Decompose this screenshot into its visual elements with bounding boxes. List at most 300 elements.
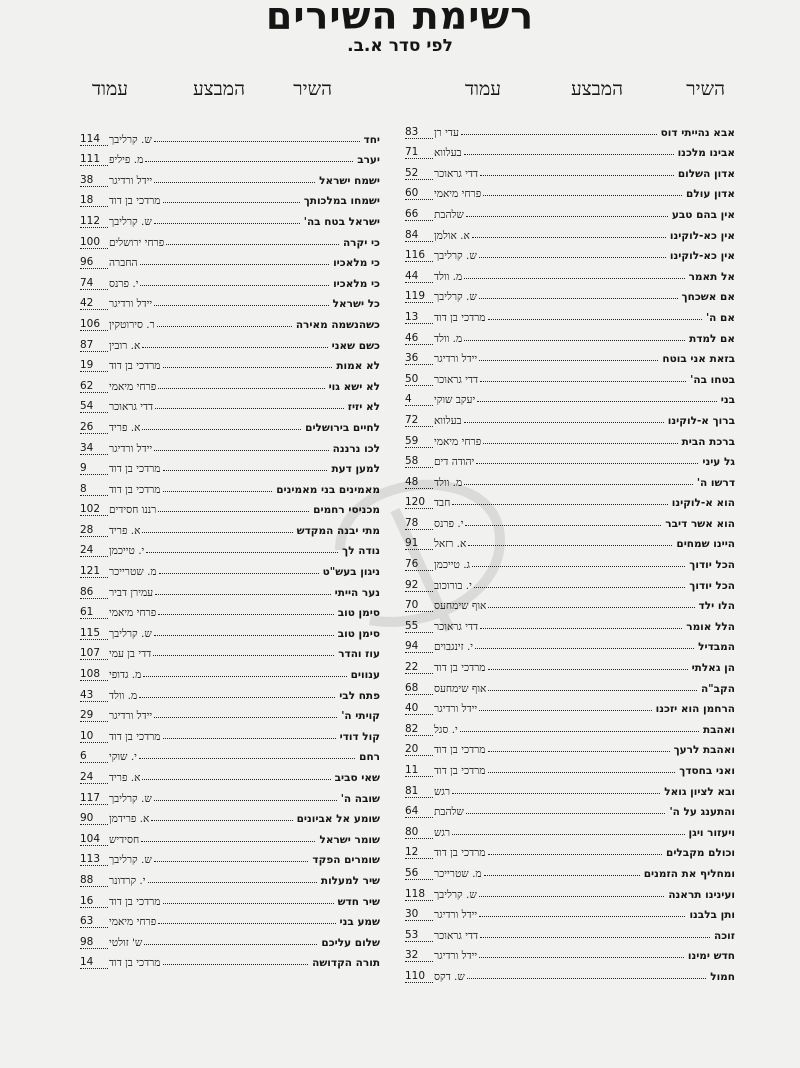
song-page-number: 19 (80, 359, 108, 372)
song-title: עוז והדר (338, 648, 380, 661)
song-row (405, 695, 735, 716)
song-title: ברכת הבית (681, 435, 735, 448)
song-page-number: 52 (405, 167, 433, 180)
song-performer: ש. קרליבך (434, 888, 477, 901)
song-title: אל תאמר (688, 270, 735, 283)
song-row (405, 592, 735, 613)
dot-leader (488, 319, 702, 320)
song-title: זוכה (714, 929, 735, 942)
dot-leader (154, 223, 300, 224)
song-page-number: 88 (80, 874, 108, 887)
song-title: הקב"ה (700, 682, 735, 695)
song-page-number: 56 (405, 867, 433, 880)
song-performer: י. סגל (434, 723, 458, 736)
song-row (405, 159, 735, 180)
song-page-number: 111 (80, 153, 108, 166)
song-row (80, 743, 380, 764)
song-page-number: 48 (405, 476, 433, 489)
song-performer: יידל ורדיגר (109, 298, 153, 311)
song-performer: דדי גראוכר (434, 620, 479, 633)
song-row (405, 221, 735, 242)
song-row (405, 901, 735, 922)
song-performer: עדי רן (434, 126, 459, 139)
song-row (405, 653, 735, 674)
song-row (405, 283, 735, 304)
column-header (80, 72, 380, 110)
dot-leader (480, 937, 710, 938)
dot-leader (158, 388, 324, 389)
song-page-number: 96 (80, 256, 108, 269)
dot-leader (155, 594, 330, 595)
song-performer: רגש (434, 785, 451, 798)
song-title: ישמח ישראל (319, 174, 380, 187)
song-row (405, 880, 735, 901)
song-performer: א. רובין (109, 339, 141, 352)
song-performer: י. פרנס (109, 277, 139, 290)
song-page-number: 29 (80, 709, 108, 722)
song-title: אדון עולם (686, 188, 735, 201)
song-page-number: 38 (80, 174, 108, 187)
song-performer: שלהבת (434, 806, 464, 819)
dot-leader (479, 957, 684, 958)
song-performer: דדי גראוכר (434, 929, 479, 942)
song-performer: י. זינגבוים (434, 641, 474, 654)
song-title: למען דעת (331, 463, 380, 476)
song-row (80, 557, 380, 578)
dot-leader (479, 298, 678, 299)
song-title: הלל אומר (686, 620, 735, 633)
dot-leader (452, 793, 660, 794)
song-performer: יהודה דים (434, 456, 475, 469)
song-title: וכולם מקבלים (666, 847, 735, 860)
song-page-number: 12 (405, 846, 433, 859)
dot-leader (154, 141, 360, 142)
song-page-number: 43 (80, 689, 108, 702)
song-page-number: 90 (80, 812, 108, 825)
song-title: תורה הקדושה (312, 957, 380, 970)
song-row (80, 660, 380, 681)
song-title: לחיים בירושלים (305, 421, 380, 434)
song-performer: יידל ורדיגר (434, 909, 478, 922)
song-title: סימן טוב (337, 627, 380, 640)
song-page-number: 40 (405, 702, 433, 715)
song-row (405, 365, 735, 386)
dot-leader (484, 875, 640, 876)
song-title: אין כא-לוקינו (669, 250, 735, 263)
song-title: מאמינים בני מאמינים (276, 483, 380, 496)
dot-leader (461, 134, 657, 135)
song-title: בני (720, 394, 735, 407)
song-performer: אוף שימחעס (434, 682, 487, 695)
dot-leader (158, 511, 309, 512)
song-title: קול דודי (339, 730, 380, 743)
song-row (80, 599, 380, 620)
dot-leader (479, 916, 685, 917)
song-row (80, 393, 380, 414)
song-row (405, 324, 735, 345)
dot-leader (154, 305, 329, 306)
dot-leader (159, 573, 319, 574)
song-performer: פרחי מיאמי (109, 916, 157, 929)
song-row (80, 228, 380, 249)
song-title: שיר למעלות (320, 874, 380, 887)
song-row (405, 859, 735, 880)
song-row (405, 571, 735, 592)
song-row (80, 413, 380, 434)
dot-leader (142, 429, 301, 430)
song-performer: ש. קרליבך (109, 133, 152, 146)
song-title: שאי סביב (334, 772, 380, 784)
song-page-number: 64 (405, 805, 433, 818)
song-title: ואני בחסדך (679, 765, 735, 777)
song-row (80, 475, 380, 496)
song-page-number: 8 (80, 483, 108, 496)
song-title: לא ישא גוי (328, 380, 380, 393)
song-row (405, 818, 735, 839)
dot-leader (158, 923, 335, 924)
dot-leader (141, 841, 315, 842)
song-performer: מ. וולד (109, 689, 138, 702)
dot-leader (472, 237, 666, 238)
song-row (80, 269, 380, 290)
song-row (405, 674, 735, 695)
song-page-number: 54 (80, 400, 108, 413)
song-performer: ש. קרליבך (109, 627, 152, 640)
song-row (405, 612, 735, 633)
song-row (80, 908, 380, 929)
song-title: יחד (363, 133, 380, 146)
song-performer: מרדכי בן דוד (109, 195, 161, 208)
song-page-number: 106 (80, 318, 108, 331)
song-row (80, 249, 380, 270)
song-page-number: 63 (80, 915, 108, 928)
dot-leader (464, 484, 693, 485)
song-page-number: 80 (405, 826, 433, 839)
song-row (405, 200, 735, 221)
song-performer: מ. שטרייכר (434, 867, 482, 880)
dot-leader (474, 587, 685, 588)
song-page-number: 113 (80, 853, 108, 866)
song-page-number: 24 (80, 771, 108, 784)
song-title: בזאת אני בוטח (662, 353, 735, 366)
song-title: גל עיני (702, 456, 735, 469)
dot-leader (154, 635, 334, 636)
song-page-number: 112 (80, 215, 108, 228)
dot-leader (146, 552, 338, 553)
song-performer: מרדכי בן דוד (109, 463, 161, 476)
song-page-number: 110 (405, 970, 433, 983)
song-title: שמע בני (339, 916, 380, 929)
song-row (405, 242, 735, 263)
song-title: יערב (357, 154, 380, 167)
song-page-number: 14 (80, 956, 108, 969)
song-row (80, 516, 380, 537)
song-title: כי מלאכיו (333, 257, 380, 270)
song-row (80, 928, 380, 949)
song-page-number: 86 (80, 586, 108, 599)
song-row (80, 805, 380, 826)
song-page-number: 58 (405, 455, 433, 468)
song-performer: החברה (109, 257, 138, 270)
dot-leader (464, 340, 685, 341)
dot-leader (158, 614, 334, 615)
song-page-number: 81 (405, 785, 433, 798)
song-performer: א. פריד (109, 772, 141, 784)
song-performer: שלהבת (434, 208, 464, 221)
song-row (80, 434, 380, 455)
song-row (80, 784, 380, 805)
song-performer: ש. קרליבך (109, 792, 152, 805)
song-row (405, 180, 735, 201)
song-page-number: 83 (405, 126, 433, 139)
song-title: לכו נרננה (332, 442, 380, 455)
header-song: השיר (293, 78, 332, 100)
song-title: כי מלאכיו (333, 277, 380, 290)
song-title: לא אמות (336, 360, 380, 373)
song-page-number: 98 (80, 936, 108, 949)
song-page-number: 70 (405, 599, 433, 612)
song-page-number: 118 (405, 888, 433, 901)
song-performer: מרדכי בן דוד (109, 483, 161, 496)
song-row (405, 139, 735, 160)
song-performer: מרדכי בן דוד (109, 360, 161, 373)
header-page: עמוד (464, 78, 501, 100)
dot-leader (488, 669, 688, 670)
dot-leader (477, 401, 717, 402)
song-title: ענווים (350, 669, 380, 682)
song-page-number: 76 (405, 558, 433, 571)
song-performer: ש. קרליבך (109, 854, 152, 867)
song-page-number: 28 (80, 524, 108, 537)
song-page-number: 107 (80, 647, 108, 660)
dot-leader (488, 607, 694, 608)
dot-leader (163, 738, 336, 739)
dot-leader (466, 813, 666, 814)
dot-leader (464, 422, 664, 423)
song-page-number: 4 (405, 393, 433, 406)
dot-leader (153, 655, 334, 656)
dot-leader (464, 278, 684, 279)
song-page-number: 34 (80, 442, 108, 455)
song-page-number: 84 (405, 229, 433, 242)
song-title: כל ישראל (332, 298, 380, 311)
song-row (405, 303, 735, 324)
song-title: ומחליף את הזמנים (643, 867, 735, 880)
song-performer: י. בורוכוב (434, 579, 472, 592)
song-performer: מרדכי בן דוד (109, 895, 161, 908)
song-row (405, 921, 735, 942)
song-page-number: 22 (405, 661, 433, 674)
song-row (80, 949, 380, 970)
song-row (405, 489, 735, 510)
song-page-number: 20 (405, 743, 433, 756)
song-performer: יידל ורדיגר (434, 353, 478, 366)
song-page-number: 24 (80, 544, 108, 557)
song-row (405, 962, 735, 983)
song-performer: מ. וולד (434, 332, 463, 345)
song-row (405, 448, 735, 469)
song-page-number: 53 (405, 929, 433, 942)
song-title: חדש ימינו (687, 950, 735, 963)
song-page-number: 74 (80, 277, 108, 290)
dot-leader (163, 964, 309, 965)
song-page-number: 44 (405, 270, 433, 283)
song-title: והתענג על ה' (669, 806, 735, 819)
song-performer: יידל ורדיגר (434, 950, 478, 963)
song-row (405, 509, 735, 530)
song-page-number: 18 (80, 194, 108, 207)
song-row (80, 496, 380, 517)
dot-leader (140, 285, 329, 286)
song-row (405, 550, 735, 571)
song-title: הלו ילד (698, 600, 735, 613)
song-page-number: 115 (80, 627, 108, 640)
song-row (405, 530, 735, 551)
song-title: שומר ישראל (319, 833, 380, 846)
song-page-number: 62 (80, 380, 108, 393)
song-performer: י. קרדונר (109, 874, 146, 887)
song-page-number: 66 (405, 208, 433, 221)
song-row (405, 756, 735, 777)
song-row (405, 777, 735, 798)
song-row (80, 763, 380, 784)
song-title: חמול (710, 970, 735, 983)
song-row (80, 722, 380, 743)
dot-leader (466, 216, 668, 217)
song-row (80, 331, 380, 352)
song-row (405, 715, 735, 736)
song-title: הכל יודוך (689, 579, 735, 592)
song-performer: מ. פיליפ (109, 154, 144, 167)
song-row (80, 619, 380, 640)
song-row (80, 887, 380, 908)
dot-leader (472, 566, 685, 567)
dot-leader (151, 820, 292, 821)
dot-leader (476, 463, 698, 464)
song-page-number: 6 (80, 750, 108, 763)
song-performer: רגש (434, 826, 451, 839)
song-title: ואהבת לרעך (673, 744, 735, 757)
dot-leader (142, 347, 327, 348)
dot-leader (479, 360, 658, 361)
song-title: לא יזיז (347, 401, 380, 414)
song-title: הוא אשר דיבר (665, 517, 735, 530)
song-performer: בעלווא (434, 414, 462, 427)
song-page-number: 72 (405, 414, 433, 427)
song-page-number: 9 (80, 462, 108, 475)
song-row (80, 146, 380, 167)
dot-leader (142, 779, 330, 780)
dot-leader (163, 470, 328, 471)
song-row (405, 633, 735, 654)
song-performer: ש' זולטי (109, 936, 143, 949)
song-page-number: 42 (80, 297, 108, 310)
dot-leader (467, 978, 706, 979)
song-page-number: 16 (80, 895, 108, 908)
song-title: אין כא-לוקינו (669, 229, 735, 242)
song-title: שובה ה' (340, 792, 380, 805)
song-performer: מ. שטרייכר (109, 566, 157, 579)
dot-leader (154, 800, 337, 801)
song-performer: ש. קרליבך (109, 215, 152, 228)
song-row (405, 345, 735, 366)
song-title: רחם (359, 751, 380, 764)
song-title: אדון השלום (677, 167, 735, 180)
song-title: הוא א-לוקינו (671, 497, 735, 510)
dot-leader (483, 443, 677, 444)
song-performer: א. פריד (109, 421, 141, 434)
dot-leader (483, 195, 682, 196)
dot-leader (139, 697, 335, 698)
song-title: שלום עליכם (321, 936, 380, 949)
dot-leader (166, 244, 339, 245)
dot-leader (479, 896, 665, 897)
song-row (405, 118, 735, 139)
song-title: שומרים הפקד (312, 854, 380, 867)
song-performer: דדי בן עמי (109, 648, 152, 661)
dot-leader (154, 861, 309, 862)
song-page-number: 100 (80, 236, 108, 249)
song-page-number: 116 (405, 249, 433, 262)
song-page-number: 13 (405, 311, 433, 324)
song-title: שיר חדש (337, 895, 380, 908)
dot-leader (480, 381, 686, 382)
dot-leader (163, 202, 300, 203)
song-performer: מרדכי בן דוד (434, 662, 486, 675)
dot-leader (142, 532, 292, 533)
song-performer: יעקב שוקי (434, 394, 476, 407)
song-page-number: 94 (405, 640, 433, 653)
song-row (80, 846, 380, 867)
song-page-number: 10 (80, 730, 108, 743)
column-header (405, 72, 735, 110)
song-page-number: 121 (80, 565, 108, 578)
song-page-number: 55 (405, 620, 433, 633)
song-page-number: 102 (80, 503, 108, 516)
song-title: שומע אל אביונים (296, 813, 380, 826)
song-title: אבינו מלכנו (677, 147, 735, 160)
song-list (80, 125, 380, 969)
song-page-number: 11 (405, 764, 433, 777)
song-title: הרחמן הוא יזכנו (655, 703, 735, 716)
song-performer: א. אולמן (434, 229, 470, 242)
dot-leader (465, 525, 661, 526)
song-title: בטחו בה' (690, 373, 735, 386)
song-title: ובא לציון גואל (664, 785, 735, 798)
song-page-number: 82 (405, 723, 433, 736)
song-title: ניגון בעש"ט (322, 566, 380, 579)
song-title: כי יקרה (342, 236, 380, 249)
dot-leader (452, 504, 667, 505)
song-row (80, 640, 380, 661)
dot-leader (154, 717, 337, 718)
dot-leader (145, 161, 353, 162)
song-performer: מ. וולד (434, 476, 463, 489)
song-performer: מרדכי בן דוד (109, 957, 161, 970)
song-title: נער הייתי (334, 586, 380, 599)
song-performer: פרחי מיאמי (109, 380, 157, 393)
song-performer: רננו חסידים (109, 504, 157, 517)
song-page-number: 91 (405, 537, 433, 550)
song-title: כשהנשמה מאירה (295, 318, 380, 331)
page-subtitle: לפי סדר א.ב. (347, 36, 453, 56)
song-page-number: 46 (405, 332, 433, 345)
header-singer: המבצע (570, 78, 623, 100)
song-row (80, 166, 380, 187)
song-title: אין בהם טבע (671, 208, 735, 221)
song-performer: פרחי מיאמי (434, 188, 482, 201)
song-row (405, 942, 735, 963)
